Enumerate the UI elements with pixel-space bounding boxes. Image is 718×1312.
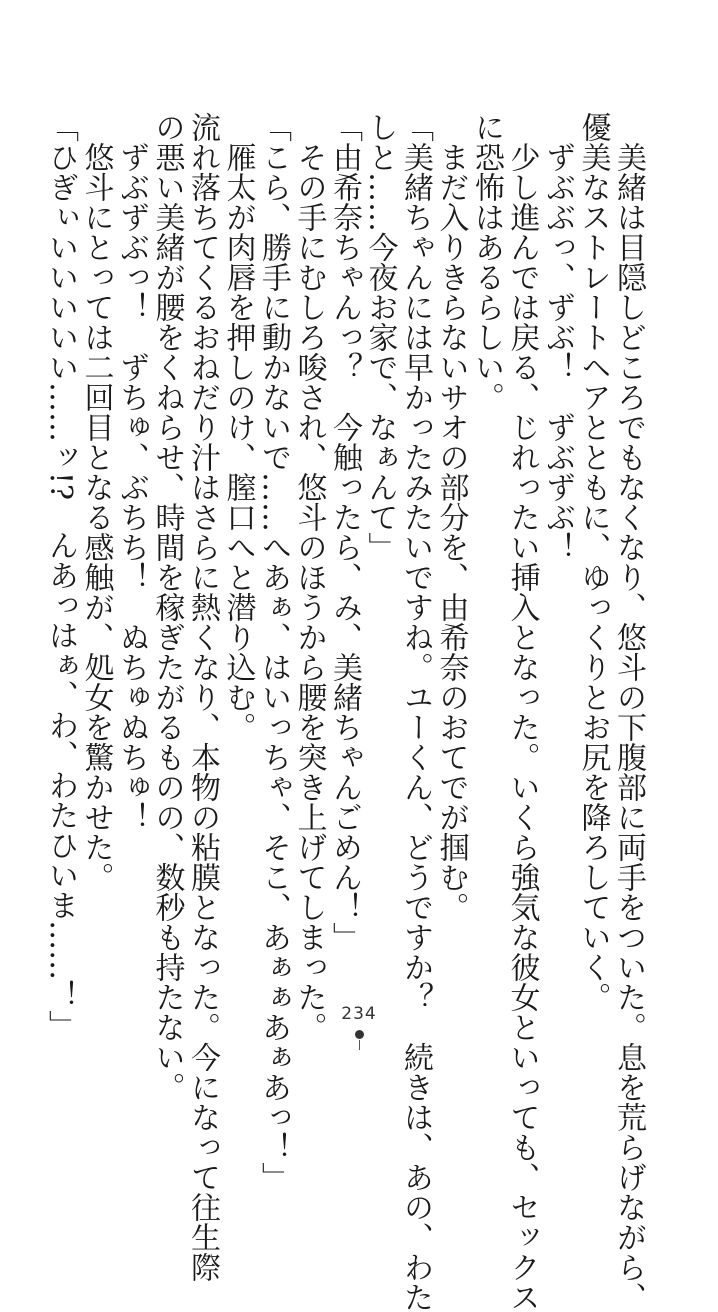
text-line: 少し進んでは戻る、じれったい挿入となった。いくら強気な彼女といっても、セックス: [504, 142, 540, 1312]
text-line: 美緒は目隠しどころでもなくなり、悠斗の下腹部に両手をついた。息を荒らげながら、: [611, 142, 646, 1312]
text-line: 優美なストレートヘアとともに、ゆっくりとお尻を降ろしていく。: [575, 112, 611, 1012]
text-line: ずぶぶっ、ずぶ！ ずぶずぶ！: [540, 142, 575, 562]
text-line: 悠斗にとっては二回目となる感触が、処女を驚かせた。: [78, 142, 114, 892]
page-number: 234: [341, 1004, 377, 1024]
text-line: 「美緒ちゃんには早かったみたいですね。ユーくん、どうですか？ 続きは、あの、わた: [398, 112, 433, 1312]
text-line: 「由希奈ちゃんっ？ 今触ったら、み、美緒ちゃんごめん！」: [327, 112, 362, 952]
text-line: の悪い美緒が腰をくねらせ、時間を稼ぎたがるものの、数秒も持たない。: [149, 112, 185, 1102]
text-line: 「ひぎぃいいいいい……ッ!? んあっはぁ、わ、わたひいま……！」: [43, 112, 78, 1041]
text-line: まだ入りきらないサオの部分を、由希奈のおてでが掴む。: [433, 142, 469, 922]
folio-dot-ornament: [355, 1030, 364, 1039]
text-line: しと……今夜お家で、なぁんて」: [362, 112, 398, 562]
text-line: 「こら、勝手に動かないで……へあぁ、はいっちゃ、そこ、あぁぁあぁあっ！」: [256, 112, 291, 1192]
text-line: その手にむしろ唆され、悠斗のほうから腰を突き上げてしまった。: [291, 142, 327, 1042]
text-line: 流れ落ちてくるおねだり汁はさらに熱くなり、本物の粘膜となった。今になって往生際: [185, 112, 220, 1282]
text-line: に恐怖はあるらしい。: [469, 112, 504, 412]
text-line: 雁太が肉唇を押しのけ、膣口へと潜り込む。: [220, 142, 256, 742]
text-line: ずぶずぶっ！ ずちゅ、ぶちち！ ぬちゅぬちゅ！: [114, 142, 149, 832]
folio-tick-ornament: [359, 1040, 360, 1050]
